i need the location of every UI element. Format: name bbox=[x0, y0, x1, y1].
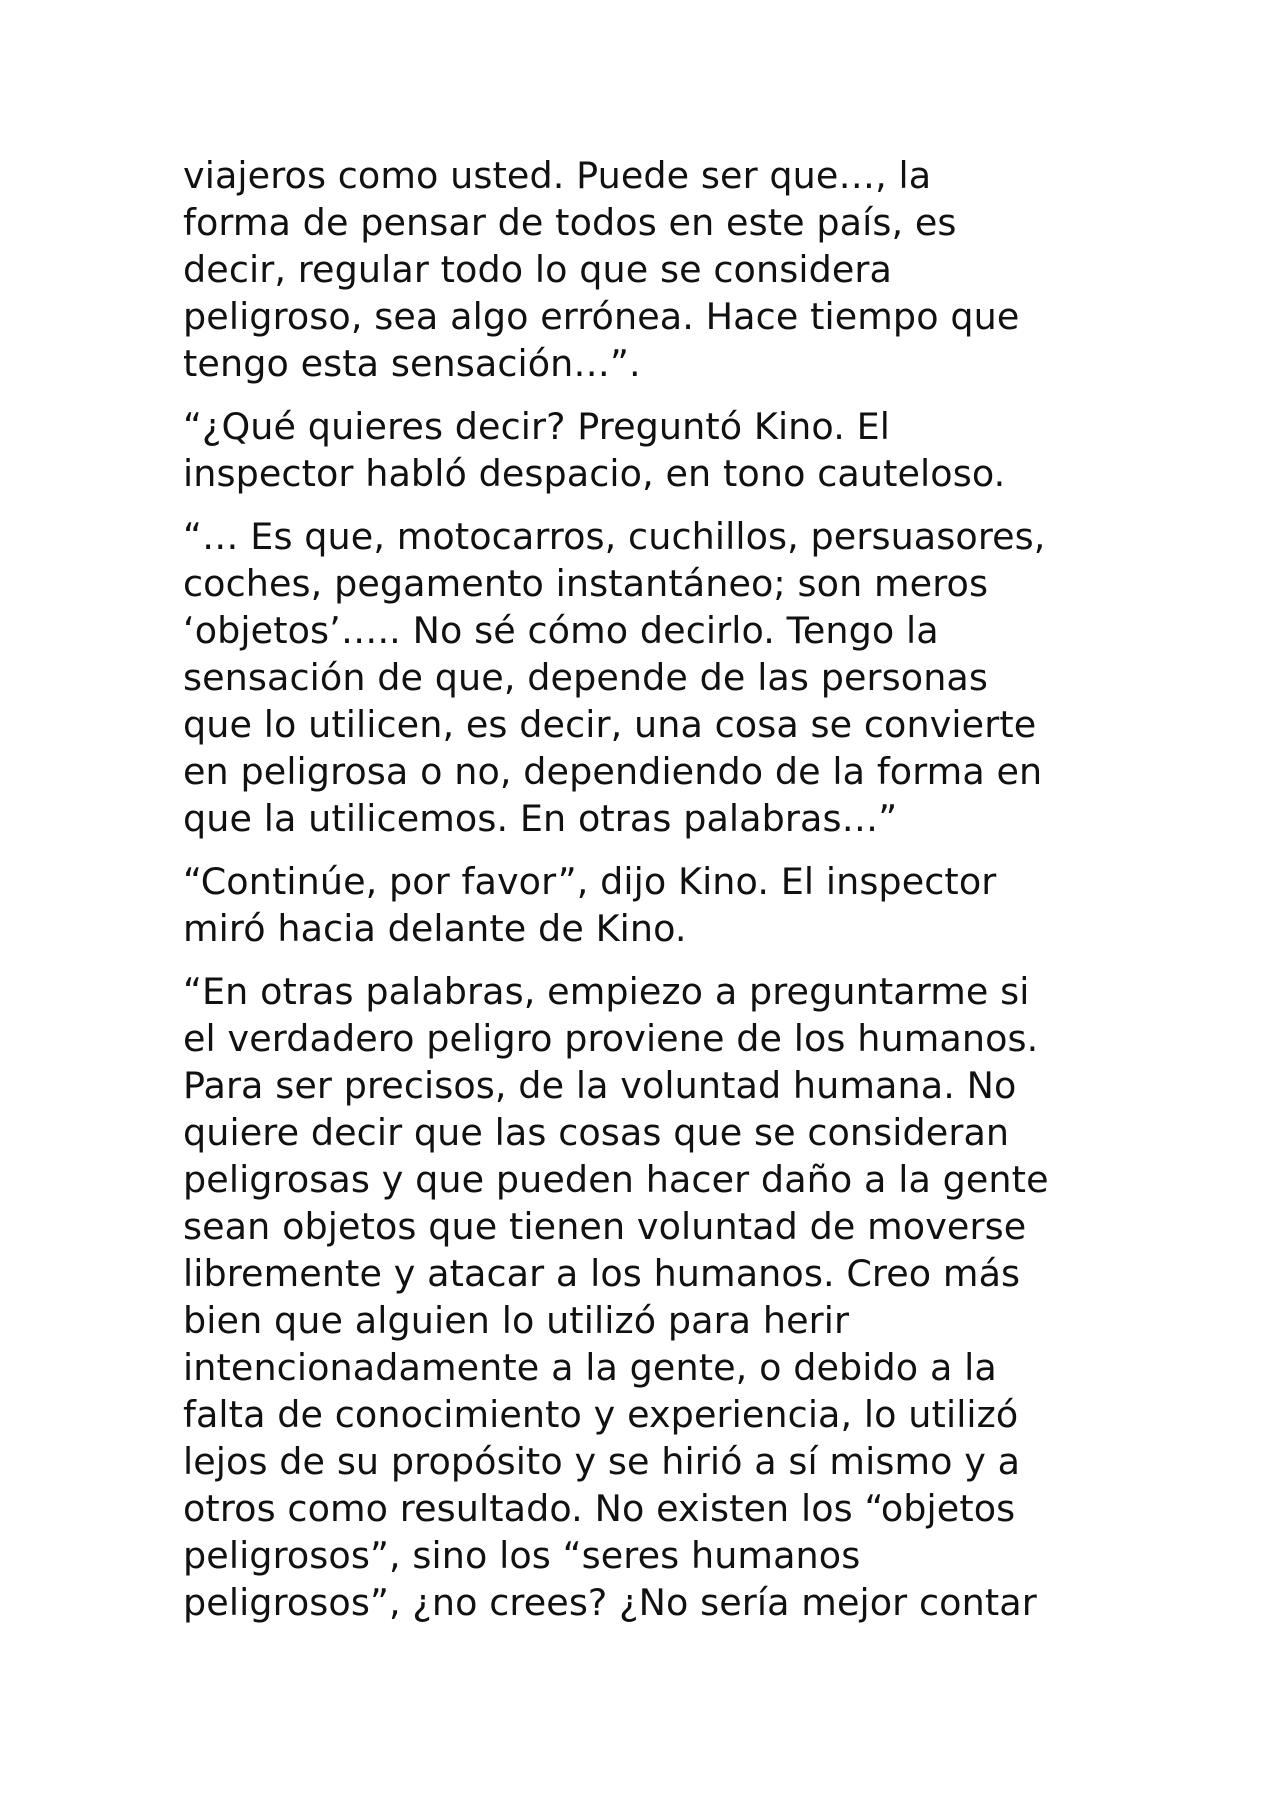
text-line: tengo esta sensación…”. bbox=[183, 342, 641, 385]
document-page bbox=[183, 152, 1123, 1642]
text-line: en peligrosa o no, dependiendo de la forma en bbox=[183, 750, 1043, 793]
text-line: “¿Qué quieres decir? Preguntó Kino. El bbox=[183, 405, 891, 448]
text-line: decir, regular todo lo que se considera bbox=[183, 248, 892, 291]
text-line: libremente y atacar a los humanos. Creo más bbox=[183, 1252, 1021, 1295]
text-line: peligrosos”, sino los “seres humanos bbox=[183, 1534, 861, 1577]
text-line: inspector habló despacio, en tono cauteloso. bbox=[183, 452, 1006, 495]
text-line: que lo utilicen, es decir, una cosa se convierte bbox=[183, 703, 1037, 746]
text-line: sean objetos que tienen voluntad de moverse bbox=[183, 1205, 1027, 1248]
text-line: “… Es que, motocarros, cuchillos, persuasores, bbox=[183, 515, 1046, 558]
text-line: falta de conocimiento y experiencia, lo utilizó bbox=[183, 1393, 1019, 1436]
text-line: “En otras palabras, empiezo a preguntarme si bbox=[183, 970, 1030, 1013]
text-line: el verdadero peligro proviene de los humanos. bbox=[183, 1017, 1039, 1060]
text-line: viajeros como usted. Puede ser que…, la bbox=[183, 154, 932, 197]
paragraph-1 bbox=[183, 152, 1123, 387]
text-line: lejos de su propósito y se hirió a sí mismo y a bbox=[183, 1440, 1021, 1483]
text-line: forma de pensar de todos en este país, es bbox=[183, 201, 957, 244]
text-line: coches, pegamento instantáneo; son meros bbox=[183, 562, 989, 605]
paragraph-4 bbox=[183, 858, 1123, 952]
text-line: miró hacia delante de Kino. bbox=[183, 907, 687, 950]
text-line: sensación de que, depende de las personas bbox=[183, 656, 989, 699]
paragraph-2 bbox=[183, 403, 1123, 497]
text-line: que la utilicemos. En otras palabras…” bbox=[183, 797, 898, 840]
text-line: peligrosas y que pueden hacer daño a la gente bbox=[183, 1158, 1049, 1201]
text-line: “Continúe, por favor”, dijo Kino. El inspector bbox=[183, 860, 997, 903]
text-line: quiere decir que las cosas que se consideran bbox=[183, 1111, 1010, 1154]
text-line: ‘objetos’….. No sé cómo decirlo. Tengo la bbox=[183, 609, 939, 652]
paragraph-5 bbox=[183, 968, 1123, 1626]
text-line: intencionadamente a la gente, o debido a la bbox=[183, 1346, 997, 1389]
text-line: bien que alguien lo utilizó para herir bbox=[183, 1299, 850, 1342]
text-line: peligroso, sea algo errónea. Hace tiempo que bbox=[183, 295, 1020, 338]
text-line: peligrosos”, ¿no crees? ¿No sería mejor contar bbox=[183, 1581, 1037, 1624]
text-line: Para ser precisos, de la voluntad humana. No bbox=[183, 1064, 1017, 1107]
paragraph-3 bbox=[183, 513, 1123, 842]
text-line: otros como resultado. No existen los “objetos bbox=[183, 1487, 1016, 1530]
